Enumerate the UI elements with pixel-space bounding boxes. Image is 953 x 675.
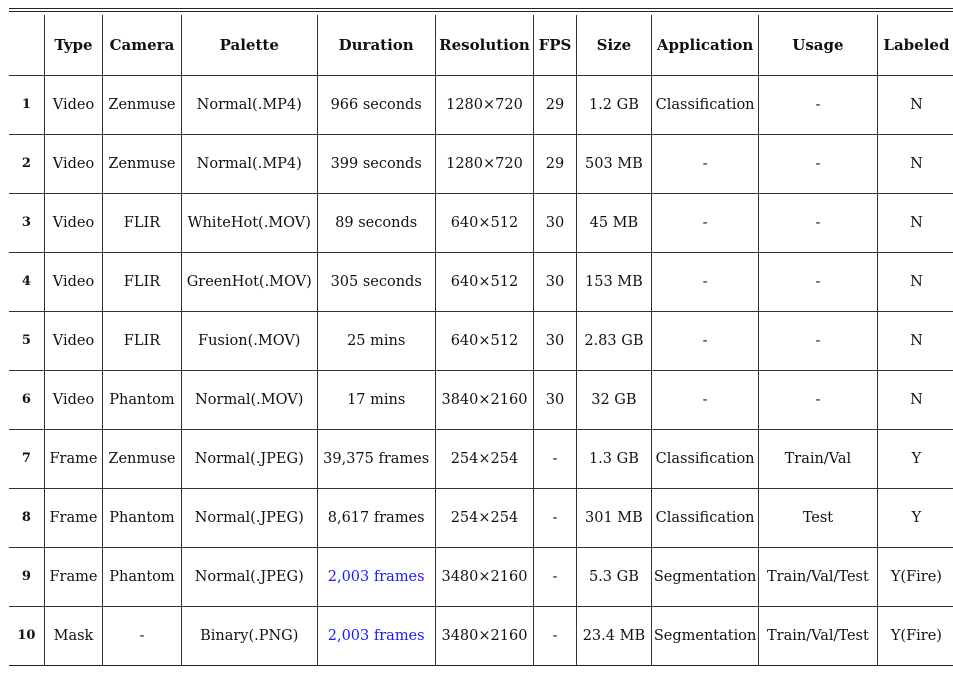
cell-labeled: N <box>877 193 953 252</box>
cell-palette: Fusion(.MOV) <box>181 311 317 370</box>
cell-application: Classification <box>652 75 759 134</box>
cell-duration: 399 seconds <box>317 134 435 193</box>
cell-type: Frame <box>44 547 102 606</box>
table-row <box>9 370 953 429</box>
cell-palette: Normal(.JPEG) <box>181 547 317 606</box>
cell-resolution: 3840×2160 <box>435 370 534 429</box>
cell-camera: Phantom <box>103 547 182 606</box>
cell-resolution: 1280×720 <box>435 75 534 134</box>
cell-duration: 25 mins <box>317 311 435 370</box>
cell-labeled: N <box>877 370 953 429</box>
table-body <box>9 75 953 665</box>
cell-fps: 30 <box>534 311 576 370</box>
cell-duration: 17 mins <box>317 370 435 429</box>
cell-size: 2.83 GB <box>576 311 652 370</box>
cell-application: - <box>652 311 759 370</box>
table-row <box>9 252 953 311</box>
cell-type: Video <box>44 134 102 193</box>
cell-resolution: 640×512 <box>435 193 534 252</box>
cell-index: 9 <box>9 547 44 606</box>
cell-camera: FLIR <box>103 252 182 311</box>
cell-usage: - <box>758 252 877 311</box>
header-camera: Camera <box>103 15 182 75</box>
cell-resolution: 640×512 <box>435 252 534 311</box>
cell-labeled: Y <box>877 488 953 547</box>
cell-index: 10 <box>9 606 44 665</box>
table-row <box>9 606 953 665</box>
cell-size: 32 GB <box>576 370 652 429</box>
cell-resolution: 3480×2160 <box>435 606 534 665</box>
cell-resolution: 3480×2160 <box>435 547 534 606</box>
cell-labeled: N <box>877 311 953 370</box>
cell-resolution: 640×512 <box>435 311 534 370</box>
cell-palette: Binary(.PNG) <box>181 606 317 665</box>
top-rule-thick <box>9 8 953 9</box>
cell-size: 1.2 GB <box>576 75 652 134</box>
cell-index: 8 <box>9 488 44 547</box>
cell-palette: WhiteHot(.MOV) <box>181 193 317 252</box>
cell-labeled: Y(Fire) <box>877 547 953 606</box>
cell-resolution: 254×254 <box>435 429 534 488</box>
table-row <box>9 311 953 370</box>
cell-resolution: 254×254 <box>435 488 534 547</box>
cell-application: Classification <box>652 429 759 488</box>
cell-usage: - <box>758 193 877 252</box>
cell-camera: Phantom <box>103 488 182 547</box>
cell-fps: - <box>534 606 576 665</box>
cell-camera: Zenmuse <box>103 134 182 193</box>
cell-usage: - <box>758 311 877 370</box>
cell-fps: - <box>534 488 576 547</box>
cell-size: 5.3 GB <box>576 547 652 606</box>
table-header-row <box>9 15 953 75</box>
cell-palette: Normal(.MP4) <box>181 75 317 134</box>
cell-application: Segmentation <box>652 606 759 665</box>
cell-usage: - <box>758 75 877 134</box>
table-row <box>9 488 953 547</box>
cell-fps: - <box>534 547 576 606</box>
top-rule-thin <box>9 11 953 12</box>
cell-fps: 29 <box>534 75 576 134</box>
header-fps: FPS <box>534 15 576 75</box>
dataset-table <box>9 15 953 666</box>
cell-type: Video <box>44 252 102 311</box>
cell-usage: Train/Val <box>758 429 877 488</box>
cell-duration: 8,617 frames <box>317 488 435 547</box>
cell-type: Video <box>44 370 102 429</box>
cell-camera: - <box>103 606 182 665</box>
cell-palette: Normal(.JPEG) <box>181 429 317 488</box>
cell-duration: 39,375 frames <box>317 429 435 488</box>
cell-usage: - <box>758 134 877 193</box>
cell-usage: - <box>758 370 877 429</box>
cell-usage: Train/Val/Test <box>758 606 877 665</box>
cell-application: - <box>652 370 759 429</box>
header-labeled: Labeled <box>877 15 953 75</box>
cell-index: 2 <box>9 134 44 193</box>
cell-palette: Normal(.JPEG) <box>181 488 317 547</box>
cell-fps: 30 <box>534 193 576 252</box>
header-resolution: Resolution <box>435 15 534 75</box>
cell-usage: Train/Val/Test <box>758 547 877 606</box>
cell-application: Classification <box>652 488 759 547</box>
header-application: Application <box>652 15 759 75</box>
cell-camera: Zenmuse <box>103 75 182 134</box>
cell-duration: 966 seconds <box>317 75 435 134</box>
cell-labeled: N <box>877 75 953 134</box>
cell-size: 23.4 MB <box>576 606 652 665</box>
cell-usage: Test <box>758 488 877 547</box>
table-row <box>9 193 953 252</box>
cell-index: 6 <box>9 370 44 429</box>
cell-application: - <box>652 252 759 311</box>
header-size: Size <box>576 15 652 75</box>
table-row <box>9 429 953 488</box>
cell-palette: GreenHot(.MOV) <box>181 252 317 311</box>
cell-index: 1 <box>9 75 44 134</box>
header-type: Type <box>44 15 102 75</box>
cell-fps: 30 <box>534 252 576 311</box>
cell-camera: Zenmuse <box>103 429 182 488</box>
header-palette: Palette <box>181 15 317 75</box>
cell-application: - <box>652 193 759 252</box>
cell-camera: FLIR <box>103 311 182 370</box>
cell-labeled: Y(Fire) <box>877 606 953 665</box>
cell-duration: 305 seconds <box>317 252 435 311</box>
cell-type: Video <box>44 193 102 252</box>
cell-index: 3 <box>9 193 44 252</box>
cell-fps: 30 <box>534 370 576 429</box>
cell-index: 5 <box>9 311 44 370</box>
cell-labeled: N <box>877 252 953 311</box>
cell-type: Frame <box>44 429 102 488</box>
cell-duration: 2,003 frames <box>317 547 435 606</box>
cell-labeled: N <box>877 134 953 193</box>
cell-index: 7 <box>9 429 44 488</box>
cell-size: 1.3 GB <box>576 429 652 488</box>
header-usage: Usage <box>758 15 877 75</box>
cell-camera: Phantom <box>103 370 182 429</box>
cell-resolution: 1280×720 <box>435 134 534 193</box>
cell-fps: - <box>534 429 576 488</box>
cell-palette: Normal(.MP4) <box>181 134 317 193</box>
cell-index: 4 <box>9 252 44 311</box>
cell-size: 503 MB <box>576 134 652 193</box>
cell-size: 301 MB <box>576 488 652 547</box>
cell-fps: 29 <box>534 134 576 193</box>
cell-labeled: Y <box>877 429 953 488</box>
table-row <box>9 134 953 193</box>
table-row <box>9 547 953 606</box>
cell-type: Video <box>44 311 102 370</box>
cell-duration: 89 seconds <box>317 193 435 252</box>
cell-type: Video <box>44 75 102 134</box>
cell-application: - <box>652 134 759 193</box>
table-row <box>9 75 953 134</box>
cell-type: Mask <box>44 606 102 665</box>
cell-duration: 2,003 frames <box>317 606 435 665</box>
cell-camera: FLIR <box>103 193 182 252</box>
header-duration: Duration <box>317 15 435 75</box>
cell-size: 153 MB <box>576 252 652 311</box>
cell-type: Frame <box>44 488 102 547</box>
cell-palette: Normal(.MOV) <box>181 370 317 429</box>
cell-size: 45 MB <box>576 193 652 252</box>
cell-application: Segmentation <box>652 547 759 606</box>
header-index <box>9 15 44 75</box>
